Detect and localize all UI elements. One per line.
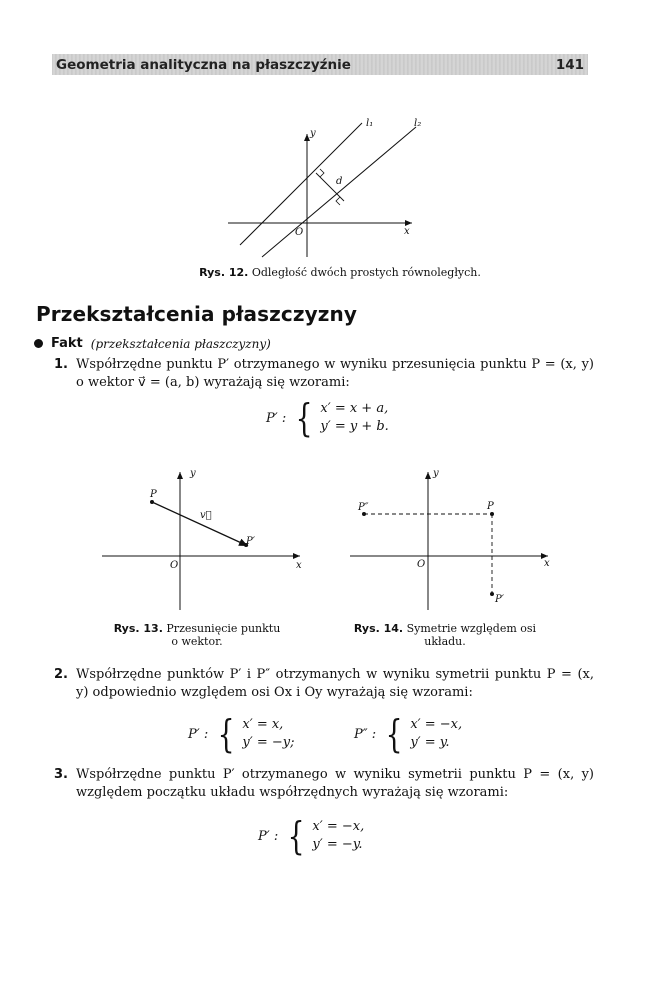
origin-label: O bbox=[170, 560, 179, 571]
formula-row-2: y′ = −y; bbox=[242, 735, 295, 750]
P-prime-label: P′ bbox=[246, 536, 255, 547]
running-header bbox=[52, 54, 588, 75]
figure-14-line-2: układu. bbox=[424, 635, 466, 648]
formula-lhs: P′ : bbox=[188, 726, 209, 742]
fact-label: Fakt bbox=[51, 336, 83, 351]
point-P bbox=[490, 512, 494, 516]
l2-label: l₂ bbox=[414, 118, 422, 129]
P-double-prime-label: P″ bbox=[358, 502, 369, 513]
figure-13-translation bbox=[100, 466, 310, 614]
formula-row-2: y′ = −y. bbox=[312, 837, 363, 852]
fact-item-1 bbox=[54, 356, 594, 392]
v-label: v⃗ bbox=[200, 510, 212, 521]
figure-13-line-2: o wektor. bbox=[171, 635, 223, 648]
page-number: 141 bbox=[555, 56, 584, 73]
formula-symmetry-oy bbox=[354, 712, 463, 756]
fact-subtitle: (przekształcenia płaszczyzny) bbox=[90, 336, 271, 351]
formula-row-1: x′ = −x, bbox=[410, 717, 463, 732]
formula-translation bbox=[266, 396, 389, 440]
right-angle-mark-1 bbox=[320, 169, 324, 177]
formula-lhs: P′ : bbox=[258, 828, 279, 844]
bullet-icon bbox=[34, 339, 43, 348]
figure-13-caption bbox=[92, 622, 302, 648]
vector-v-arrow bbox=[152, 502, 248, 546]
figure-12-caption bbox=[130, 266, 550, 279]
item-number: 1. bbox=[54, 357, 68, 372]
point-P bbox=[150, 500, 154, 504]
item-text: Współrzędne punktu P′ otrzymanego w wyniku przesunięcia punktu P = (x, y) o wektor v⃗ = (a, b) wyrażają się wzorami: bbox=[76, 357, 594, 390]
x-axis-label: x bbox=[296, 560, 302, 571]
point-P-prime bbox=[490, 592, 494, 596]
formula-row-2: y′ = y + b. bbox=[320, 419, 389, 434]
brace-icon: { bbox=[217, 712, 235, 756]
figure-14-caption bbox=[340, 622, 550, 648]
P-prime-label: P′ bbox=[495, 594, 504, 605]
formula-lhs: P″ : bbox=[354, 726, 377, 742]
formula-lhs: P′ : bbox=[266, 410, 287, 426]
y-axis-label: y bbox=[190, 468, 196, 479]
formula-symmetry-origin bbox=[258, 814, 365, 858]
x-axis-label: x bbox=[544, 558, 550, 569]
right-angle-mark-2 bbox=[336, 197, 340, 205]
fact-item-2 bbox=[54, 666, 594, 702]
item-text: Współrzędne punktów P′ i P″ otrzymanych w wyniku symetrii punktu P = (x, y) odpowiednio względem osi Ox i Oy wyrażają się wzorami: bbox=[76, 667, 594, 700]
formula-row-1: x′ = x, bbox=[242, 717, 284, 732]
y-axis-label: y bbox=[433, 468, 439, 479]
figure-12-parallel-lines bbox=[220, 112, 440, 262]
P-label: P bbox=[150, 489, 157, 500]
d-label: d bbox=[336, 176, 343, 187]
fact-heading bbox=[34, 336, 271, 351]
item-number: 3. bbox=[54, 767, 68, 782]
formula-row-1: x′ = x + a, bbox=[320, 401, 389, 416]
header-title: Geometria analityczna na płaszczyźnie bbox=[56, 56, 351, 73]
figure-14-symmetries bbox=[340, 466, 555, 614]
item-number: 2. bbox=[54, 667, 68, 682]
figure-13-line-1: Przesunięcie punktu bbox=[166, 622, 281, 635]
figure-12-number: Rys. 12. bbox=[199, 266, 249, 279]
origin-label: O bbox=[417, 559, 426, 570]
formula-row-2: y′ = y. bbox=[410, 735, 450, 750]
l1-label: l₁ bbox=[366, 118, 374, 129]
y-axis-label: y bbox=[310, 128, 316, 139]
figure-13-number: Rys. 13. bbox=[113, 622, 163, 635]
P-label: P bbox=[487, 501, 494, 512]
brace-icon: { bbox=[295, 396, 313, 440]
x-axis-label: x bbox=[404, 226, 410, 237]
figure-14-line-1: Symetrie względem osi bbox=[406, 622, 537, 635]
section-title: Przekształcenia płaszczyzny bbox=[36, 302, 357, 326]
figure-12-text: Odległość dwóch prostych równoległych. bbox=[251, 266, 481, 279]
fact-item-3 bbox=[54, 766, 594, 802]
figure-14-number: Rys. 14. bbox=[353, 622, 404, 635]
item-text: Współrzędne punktu P′ otrzymanego w wyniku symetrii punktu P = (x, y) względem początku układu współrzędnych wyrażają się wzorami: bbox=[76, 767, 594, 800]
brace-icon: { bbox=[385, 712, 403, 756]
formula-symmetry-ox bbox=[188, 712, 295, 756]
formula-row-1: x′ = −x, bbox=[312, 819, 365, 834]
origin-label: O bbox=[295, 227, 304, 238]
brace-icon: { bbox=[287, 814, 305, 858]
